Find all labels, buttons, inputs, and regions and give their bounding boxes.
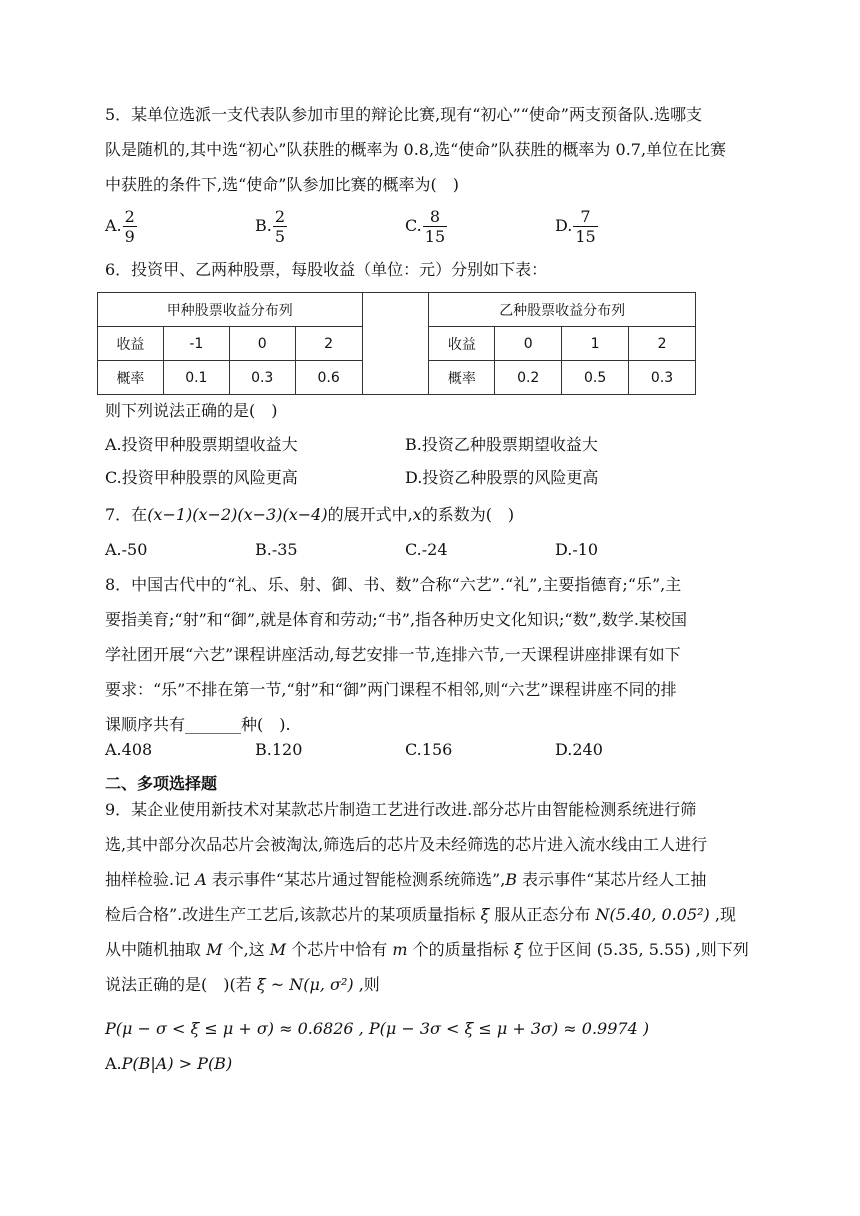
option-letter: C. [405, 216, 422, 235]
q9-line-6 [105, 973, 380, 997]
table-b-cell: 0.5 [562, 361, 629, 395]
var-m-upper: M [269, 940, 287, 959]
text: 个,这 [222, 940, 270, 959]
table-b-cell: 0.2 [495, 361, 562, 395]
q8-option-b[interactable]: B.120 [255, 740, 303, 759]
event-a: A [195, 870, 207, 889]
text: 表示事件“某芯片经人工抽 [517, 870, 707, 889]
q5-line-3: 中获胜的条件下,选“使命”队参加比赛的概率为( ) [105, 175, 459, 194]
table-a-cell: 0.3 [229, 361, 295, 395]
q6-stem: 6．投资甲、乙两种股票，每股收益（单位：元）分别如下表： [105, 260, 548, 279]
q5-line-1: 5．某单位选派一支代表队参加市里的辩论比赛,现有“初心”“使命”两支预备队.选哪支 [105, 105, 703, 124]
text: 抽样检验.记 [105, 870, 196, 889]
text: 表示事件“某芯片通过智能检测系统筛选”, [206, 870, 506, 889]
q7-suffix: 的系数为( ) [421, 505, 515, 524]
text: 位于区间 [522, 940, 597, 959]
event-b: B [505, 870, 518, 889]
text: 从中随机抽取 [105, 940, 207, 959]
numerator: 2 [274, 207, 286, 226]
numerator: 8 [423, 207, 447, 227]
option-letter: A. [105, 216, 122, 235]
q6-option-a[interactable]: A.投资甲种股票期望收益大 [105, 435, 298, 454]
table-b-cell: 2 [629, 327, 696, 361]
q5-option-b[interactable] [255, 207, 287, 246]
denominator: 9 [124, 227, 135, 246]
q8-line-1: 8．中国古代中的“礼、乐、射、御、书、数”合称“六艺”.“礼”,主要指德育;“乐”,主 [105, 575, 682, 594]
q9-line-4 [105, 903, 736, 927]
q9-line-2: 选,其中部分次品芯片会被淘汰,筛选后的芯片及未经筛选的芯片进入流水线由工人进行 [105, 835, 708, 854]
text: 个的质量指标 [407, 940, 514, 959]
table-a-cell: 2 [295, 327, 362, 361]
normal-distribution: N(5.40, 0.05²) [595, 905, 710, 924]
table-gap [362, 293, 429, 395]
fraction [573, 207, 597, 246]
option-letter: D. [555, 216, 573, 235]
table-b-cell: 概率 [429, 361, 495, 395]
text: ,现 [709, 905, 736, 924]
q9-line-3 [105, 868, 706, 892]
table-b-cell: 0.3 [629, 361, 696, 395]
text: 服从正态分布 [489, 905, 596, 924]
table-a-cell: 收益 [98, 327, 164, 361]
numerator: 2 [124, 207, 135, 226]
table-a-cell: 0 [229, 327, 295, 361]
q9-line-5 [105, 938, 749, 962]
q8-line-2: 要指美育;“射”和“御”,就是体育和劳动;“书”,指各种历史文化知识;“数”,数学.某校国 [105, 610, 687, 629]
fraction [123, 207, 137, 246]
fraction [423, 207, 447, 246]
q7-expression: (x−1)(x−2)(x−3)(x−4) [147, 505, 328, 524]
fraction [273, 207, 287, 246]
distribution-expr: ξ ~ N(μ, σ²) [256, 975, 354, 994]
q8-option-a[interactable]: A.408 [105, 740, 153, 759]
q8-line-5: 课顺序共有_______种( ). [105, 715, 291, 734]
text: 说法正确的是( )(若 [105, 975, 257, 994]
denominator: 15 [575, 227, 596, 246]
text: ,则下列 [690, 940, 749, 959]
q7-option-b[interactable]: B.-35 [255, 540, 298, 559]
q9-probability-line: P(μ − σ < ξ ≤ μ + σ) ≈ 0.6826 , P(μ − 3σ < ξ ≤ μ + 3σ) ≈ 0.9974 ) [105, 1019, 650, 1038]
q6-question: 则下列说法正确的是( ) [105, 401, 278, 420]
table-b-cell: 1 [562, 327, 629, 361]
denominator: 5 [274, 227, 286, 246]
q8-line-4: 要求：“乐”不排在第一节,“射”和“御”两门课程不相邻,则“六艺”课程讲座不同的排 [105, 680, 677, 699]
var-m-upper: M [206, 940, 223, 959]
option-expr: P(B|A) > P(B) [121, 1054, 233, 1073]
var-m-lower: m [392, 940, 408, 959]
text: 个芯片中恰有 [286, 940, 393, 959]
q8-option-c[interactable]: C.156 [405, 740, 453, 759]
q6-option-b[interactable]: B.投资乙种股票期望收益大 [405, 435, 598, 454]
q5-option-a[interactable] [105, 207, 137, 246]
q5-option-d[interactable] [555, 207, 598, 246]
numerator: 7 [573, 207, 597, 227]
q5-option-c[interactable] [405, 207, 447, 246]
q6-option-c[interactable]: C.投资甲种股票的风险更高 [105, 468, 298, 487]
option-letter: A. [105, 1054, 122, 1073]
denominator: 15 [424, 227, 446, 246]
q7-stem [105, 503, 514, 527]
text: ,则 [353, 975, 380, 994]
table-a-title: 甲种股票收益分布列 [98, 293, 363, 327]
q7-variable: x [412, 505, 422, 524]
q9-line-1: 9．某企业使用新技术对某款芯片制造工艺进行改进.部分芯片由智能检测系统进行筛 [105, 800, 697, 819]
q7-prefix: 7．在 [105, 505, 148, 524]
q7-option-c[interactable]: C.-24 [405, 540, 448, 559]
table-a-cell: 0.6 [295, 361, 362, 395]
q9-option-a[interactable] [105, 1052, 232, 1076]
stock-tables [97, 292, 696, 395]
table-a-cell: 概率 [98, 361, 164, 395]
table-a-cell: -1 [163, 327, 229, 361]
q8-option-d[interactable]: D.240 [555, 740, 603, 759]
q8-line-3: 学社团开展“六艺”课程讲座活动,每艺安排一节,连排六节,一天课程讲座排课有如下 [105, 645, 681, 664]
table-b-cell: 0 [495, 327, 562, 361]
q7-mid: 的展开式中, [327, 505, 413, 524]
table-b-title: 乙种股票收益分布列 [429, 293, 696, 327]
q7-option-a[interactable]: A.-50 [105, 540, 148, 559]
q6-option-d[interactable]: D.投资乙种股票的风险更高 [405, 468, 599, 487]
q7-option-d[interactable]: D.-10 [555, 540, 599, 559]
text: 检后合格”.改进生产工艺后,该款芯片的某项质量指标 [105, 905, 481, 924]
option-letter: B. [255, 216, 272, 235]
table-a-cell: 0.1 [163, 361, 229, 395]
xi-symbol: ξ [480, 905, 490, 924]
section-heading: 二、多项选择题 [105, 774, 218, 793]
xi-symbol: ξ [513, 940, 523, 959]
table-b-cell: 收益 [429, 327, 495, 361]
interval: (5.35, 5.55) [596, 940, 691, 959]
q5-line-2: 队是随机的,其中选“初心”队获胜的概率为 0.8,选“使命”队获胜的概率为 0.7,单位在比赛 [105, 140, 727, 159]
